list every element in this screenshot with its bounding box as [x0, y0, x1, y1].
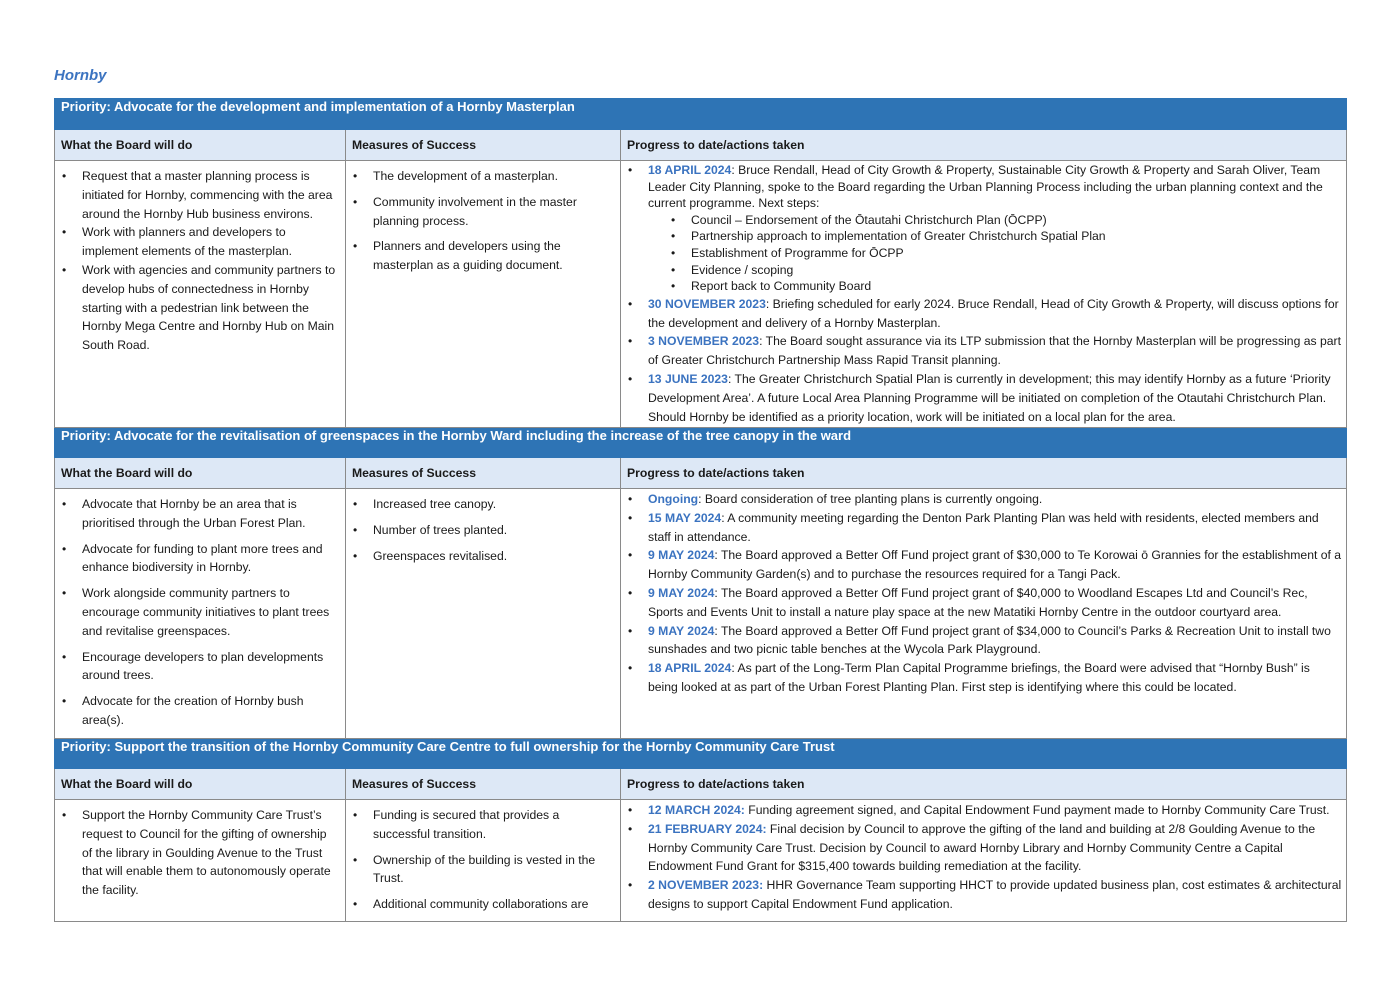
progress-cell: [621, 800, 1347, 922]
progress-text: : Board consideration of tree planting plans is currently ongoing.: [698, 492, 1043, 506]
progress-date: 3 NOVEMBER 2023: [648, 334, 760, 349]
content-row: [55, 161, 1347, 428]
progress-item: [621, 876, 1342, 914]
progress-date: 2 NOVEMBER 2023:: [648, 878, 764, 893]
progress-date: 15 MAY 2024: [648, 510, 722, 525]
progress-text: : Briefing scheduled for early 2024. Bruce Rendall, Head of City Growth & Property, will discuss options for the development and delivery of a Hornby Masterplan.: [648, 296, 1339, 330]
column-header-row: [55, 130, 1347, 161]
list-item: • Encourage developers to plan developments around trees.: [55, 648, 339, 686]
progress-text: : The Board approved a Better Off Fund project grant of $30,000 to Te Korowai ō Grannies for the establishment of a Hornby Community Garden(s) and to purchase the resources required for a Tangi Pack.: [648, 548, 1342, 582]
progress-date: 9 MAY 2024: [648, 548, 715, 563]
list-item: • Support the Hornby Community Care Trust’s request to Council for the gifting of ownership of the library in Goulding Avenue to the Trust that will enable them to autonomously operate the facility.: [55, 806, 339, 900]
priority-title: Priority: Advocate for the development and implementation of a Hornby Masterplan: [55, 99, 1347, 130]
board-cell: [55, 489, 346, 739]
progress-date: 21 FEBRUARY 2024:: [648, 821, 767, 836]
list-item: • Planners and developers using the masterplan as a guiding document.: [346, 237, 614, 275]
progress-date: 12 MARCH 2024:: [648, 803, 745, 817]
sub-item: • Establishment of Programme for ŌCPP: [621, 245, 1342, 262]
progress-item: [621, 509, 1342, 547]
progress-header: Progress to date/actions taken: [621, 130, 1347, 161]
progress-text: HHR Governance Team supporting HHCT to provide updated business plan, cost estimates & architectural designs to support Capital Endowment Fund application.: [648, 878, 1342, 911]
progress-date: 18 APRIL 2024: [648, 163, 732, 177]
list-item: • Work alongside community partners to encourage community initiatives to plant trees and revitalise greenspaces.: [55, 584, 339, 640]
content-row: [55, 489, 1347, 739]
list-item: • Advocate for the creation of Hornby bush area(s).: [55, 692, 339, 730]
progress-text: : The Board approved a Better Off Fund project grant of $34,000 to Council’s Parks & Recreation Unit to install two sunshades and two picnic table benches at the Wycola Park Playground.: [648, 623, 1331, 657]
progress-item: [621, 162, 1342, 295]
board-header: What the Board will do: [55, 130, 346, 161]
content-row: [55, 800, 1347, 922]
progress-item: [621, 370, 1342, 426]
column-header-row: [55, 458, 1347, 489]
sub-item: • Partnership approach to implementation of Greater Christchurch Spatial Plan: [621, 228, 1342, 245]
priority-row: [55, 99, 1347, 130]
progress-date: 9 MAY 2024: [648, 585, 715, 600]
list-item: • Greenspaces revitalised.: [346, 547, 614, 566]
progress-header: Progress to date/actions taken: [621, 769, 1347, 800]
measures-header: Measures of Success: [346, 458, 621, 489]
progress-text: Funding agreement signed, and Capital Endowment Fund payment made to Hornby Community Care Trust.: [744, 803, 1330, 817]
measures-cell: [346, 161, 621, 428]
priority-row: [55, 428, 1347, 458]
list-item: • The development of a masterplan.: [346, 167, 614, 186]
progress-item: [621, 295, 1342, 333]
sub-item: • Council – Endorsement of the Ōtautahi Christchurch Plan (ŌCPP): [621, 212, 1342, 229]
progress-text: : Bruce Rendall, Head of City Growth & Property, Sustainable City Growth & Property and Sarah Oliver, Team Leader City Planning, spoke to the Board regarding the Urban Planning Process including the urban planning context and the current programme. Next steps:: [648, 163, 1323, 211]
progress-item: [621, 490, 1342, 509]
progress-text: : A community meeting regarding the Denton Park Planting Plan was held with residents, elected members and staff in attendance.: [648, 510, 1319, 544]
list-item: • Ownership of the building is vested in the Trust.: [346, 851, 614, 889]
list-item: • Additional community collaborations are: [346, 895, 614, 914]
priority-title: Priority: Support the transition of the Hornby Community Care Centre to full ownership for the Hornby Community Care Trust: [55, 739, 1347, 769]
list-item: • Increased tree canopy.: [346, 495, 614, 514]
list-item: • Number of trees planted.: [346, 521, 614, 540]
progress-date: 13 JUNE 2023: [648, 371, 728, 386]
progress-item: [621, 659, 1342, 697]
progress-date: Ongoing: [648, 492, 699, 506]
progress-date: 18 APRIL 2024: [648, 661, 732, 676]
progress-item: [621, 801, 1342, 820]
list-item: • Work with planners and developers to implement elements of the masterplan.: [55, 223, 339, 261]
board-header: What the Board will do: [55, 458, 346, 489]
list-item: • Work with agencies and community partners to develop hubs of connectedness in Hornby starting with a pedestrian link between the Hornby Mega Centre and Hornby Hub on Main South Road.: [55, 261, 339, 355]
board-header: What the Board will do: [55, 769, 346, 800]
measures-cell: [346, 489, 621, 739]
list-item: • Advocate for funding to plant more trees and enhance biodiversity in Hornby.: [55, 540, 339, 578]
column-header-row: [55, 769, 1347, 800]
progress-date: 30 NOVEMBER 2023: [648, 296, 766, 311]
progress-item: [621, 546, 1342, 584]
board-cell: [55, 800, 346, 922]
progress-item: [621, 584, 1342, 622]
progress-text: : The Board sought assurance via its LTP submission that the Hornby Masterplan will be progressing as part of Greater Christchurch Partnership Mass Rapid Transit planning.: [648, 334, 1342, 368]
sub-item: • Report back to Community Board: [621, 278, 1342, 295]
progress-text: : The Greater Christchurch Spatial Plan is currently in development; this may identify Hornby as a future ‘Priority Development Area’. A future Local Area Planning Programme will be initiated on completion of the Otautahi Christchurch Plan. Should Hornby be identified as a priority location, work will be initiated on a local plan for the area.: [648, 371, 1331, 424]
priority-row: [55, 739, 1347, 769]
measures-cell: [346, 800, 621, 922]
section-title: Hornby: [54, 67, 107, 84]
progress-item: [621, 820, 1342, 876]
priorities-table: [54, 98, 1347, 922]
progress-header: Progress to date/actions taken: [621, 458, 1347, 489]
progress-text: : As part of the Long-Term Plan Capital Programme briefings, the Board were advised that “Hornby Bush” is being looked at as part of the Urban Forest Planting Plan. First step is identifying where this could be located.: [648, 661, 1310, 694]
progress-text: : The Board approved a Better Off Fund project grant of $40,000 to Woodland Escapes Ltd and Council’s Rec, Sports and Events Unit to install a nature play space at the new Matatiki Hornby Centre in the outdoor courtyard area.: [648, 585, 1308, 619]
progress-text: Final decision by Council to approve the gifting of the land and building at 2/8 Goulding Avenue to the Hornby Community Care Trust. Decision by Council to award Hornby Library and Hornby Community Centre a Capital Endowment Fund Grant for $315,400 towards building remediation at the facility.: [648, 821, 1316, 874]
measures-header: Measures of Success: [346, 769, 621, 800]
board-cell: [55, 161, 346, 428]
progress-item: [621, 332, 1342, 370]
list-item: • Advocate that Hornby be an area that is prioritised through the Urban Forest Plan.: [55, 495, 339, 533]
list-item: • Funding is secured that provides a successful transition.: [346, 806, 614, 844]
measures-header: Measures of Success: [346, 130, 621, 161]
progress-date: 9 MAY 2024: [648, 623, 715, 638]
priority-title: Priority: Advocate for the revitalisation of greenspaces in the Hornby Ward including the increase of the tree canopy in the ward: [55, 428, 1347, 458]
progress-cell: [621, 489, 1347, 739]
progress-cell: [621, 161, 1347, 428]
list-item: • Community involvement in the master planning process.: [346, 193, 614, 231]
list-item: • Request that a master planning process is initiated for Hornby, commencing with the area around the Hornby Hub business environs.: [55, 167, 339, 223]
sub-item: • Evidence / scoping: [621, 262, 1342, 279]
progress-item: [621, 622, 1342, 660]
